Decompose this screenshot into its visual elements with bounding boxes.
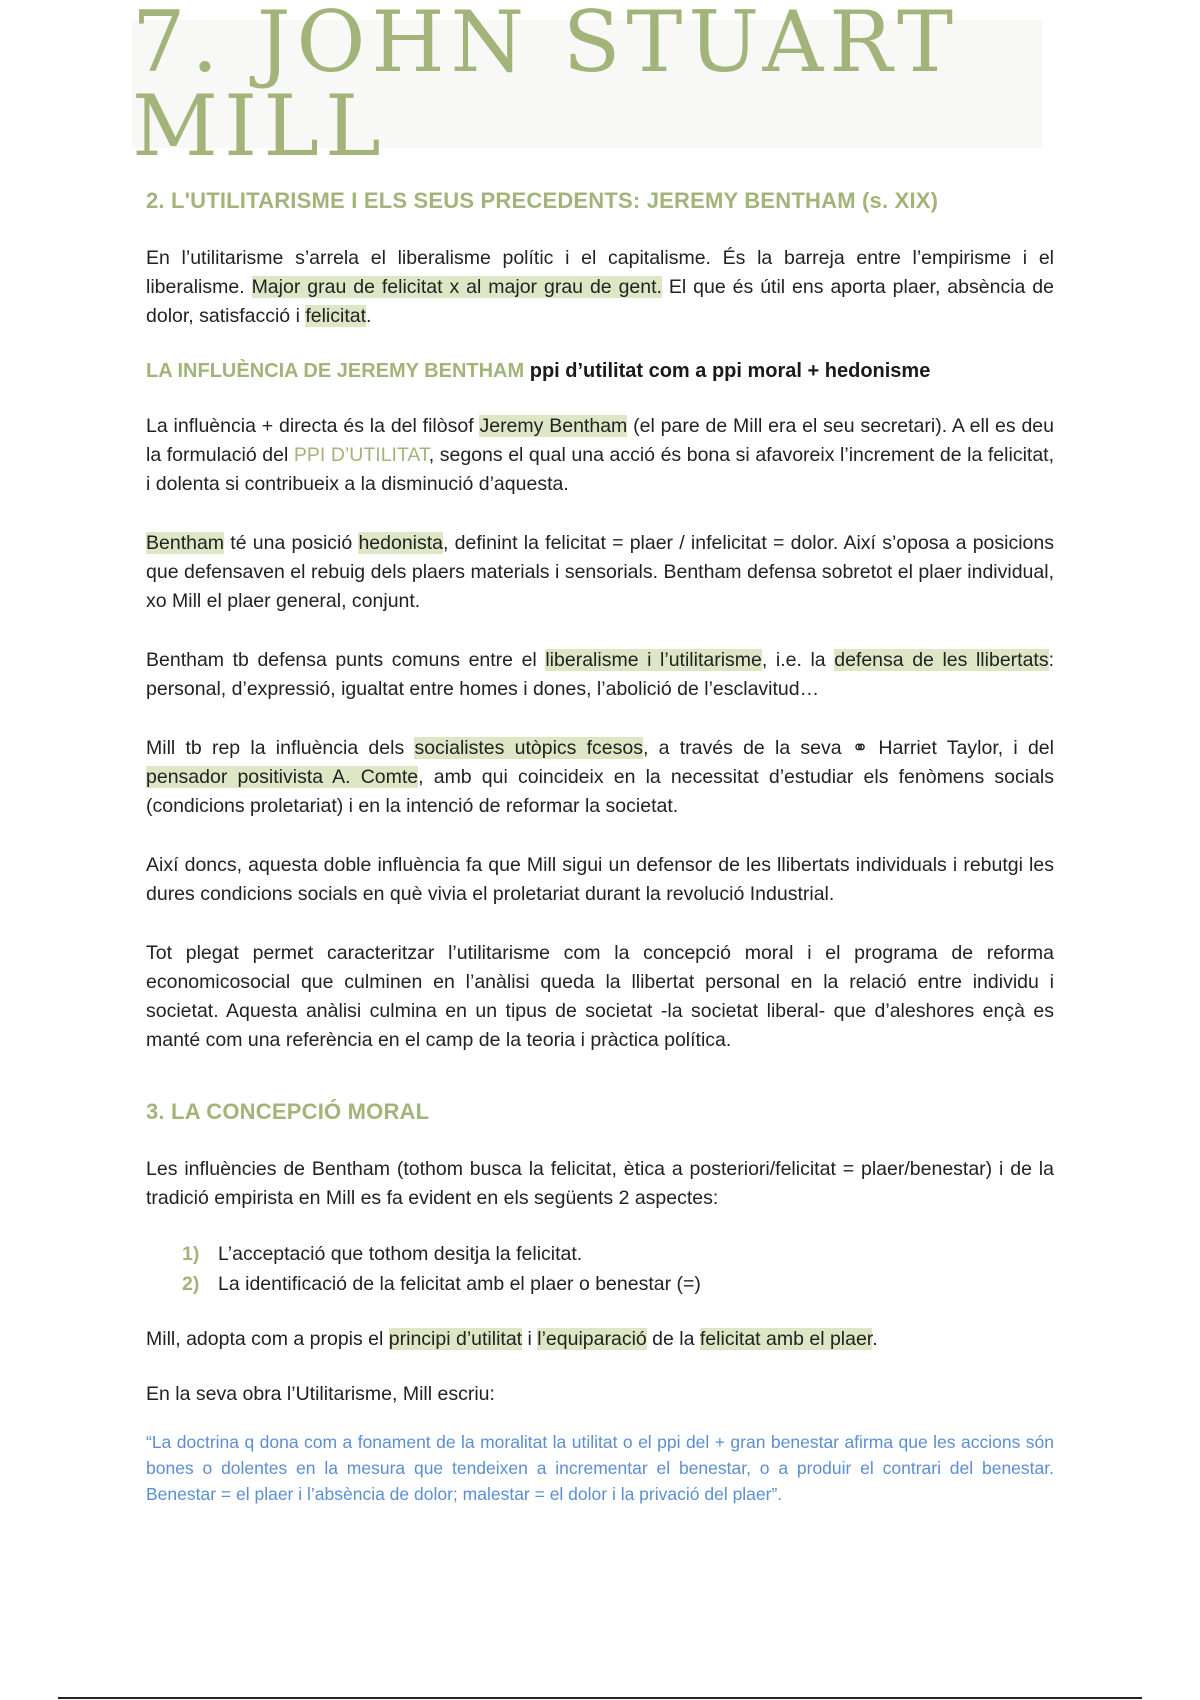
aspects-list (146, 1239, 1054, 1299)
bentham-subheading: LA INFLUÈNCIA DE JEREMY BENTHAM ppi d’utilitat com a ppi moral + hedonisme (146, 360, 931, 382)
section-2-paragraph-2: La influència + directa és la del filòsof Jeremy Bentham (el pare de Mill era el seu secretari). A ell es deu la formulació del PPI D’UTILITAT, segons el qual una acció és bona si afavoreix l’increment de la felicitat, i dolenta si contribueix a la disminució d’aquesta. (146, 415, 1055, 495)
section-2-paragraph-4: Bentham tb defensa punts comuns entre el liberalisme i l’utilitarisme, i.e. la defensa de les llibertats: personal, d’expressió, igualtat entre homes i dones, l’abolició de l’esclavitud… (146, 649, 1055, 700)
highlight: Jeremy Bentham (479, 415, 628, 437)
highlight: Bentham (146, 532, 225, 554)
section-2-paragraph-7: Tot plegat permet caracteritzar l’utilitarisme com la concepció moral i el programa de reforma economicosocial que culminen en l’anàlisi queda la llibertat personal en la relació entre individu i societat. Aquesta anàlisi culmina en un tipus de societat -la societat liberal- que d’aleshores ençà es manté com una referència en el camp de la teoria i pràctica política. (146, 942, 1054, 1051)
highlight: hedonista (358, 532, 444, 554)
section-3-paragraph-2: Mill, adopta com a propis el principi d’utilitat i l’equiparació de la felicitat amb el plaer. (146, 1328, 878, 1350)
section-2-paragraph-6: Així doncs, aquesta doble influència fa que Mill sigui un defensor de les llibertats individuals i rebutgi les dures condicions socials en què vivia el proletariat durant la revolució Industrial. (146, 854, 1054, 905)
green-term: PPI D’UTILITAT (293, 444, 429, 466)
section-3-paragraph-3: En la seva obra l’Utilitarisme, Mill escriu: (146, 1383, 495, 1405)
page-title: 7. JOHN STUART MILL (132, 0, 960, 175)
section-2-paragraph-1: En l’utilitarisme s’arrela el liberalisme polític i el capitalisme. És la barreja entre l’empirisme i el liberalisme. Major grau de felicitat x al major grau de gent. El que és útil ens aporta plaer, absència de dolor, satisfacció i felicitat. (146, 247, 1054, 327)
highlight: Major grau de felicitat x al major grau de gent. (251, 276, 662, 298)
highlight: l’equiparació (537, 1328, 647, 1350)
section-2-paragraph-3: Bentham té una posició hedonista, definint la felicitat = plaer / infelicitat = dolor. Així s’oposa a posicions que defensaven el rebuig dels plaers materials i sensorials. Bentham defensa sobretot el plaer individual, xo Mill el plaer general, conjunt. (146, 532, 1054, 612)
title-banner (132, 0, 1042, 175)
list-item: 2) La identificació de la felicitat amb el plaer o benestar (=) (182, 1273, 701, 1295)
section-2-heading: 2. L'UTILITARISME I ELS SEUS PRECEDENTS: JEREMY BENTHAM (s. XIX) (146, 188, 939, 213)
highlight: felicitat (305, 305, 367, 327)
section-2-paragraph-5: Mill tb rep la influència dels socialistes utòpics fcesos, a través de la seva ⚭ Harriet Taylor, i del pensador positivista A. Comte, amb qui coincideix en la necessitat d’estudiar els fenòmens socials (condicions proletariat) i en la intenció de reformar la societat. (146, 737, 1055, 817)
section-3-paragraph-1: Les influències de Bentham (tothom busca la felicitat, ètica a posteriori/felicitat = plaer/benestar) i de la tradició empirista en Mill es fa evident en els següents 2 aspectes: (146, 1158, 1054, 1209)
page-divider (58, 1697, 1142, 1699)
section-3-heading: 3. LA CONCEPCIÓ MORAL (146, 1099, 430, 1124)
highlight: defensa de les llibertats (834, 649, 1049, 671)
list-item: 1) L’acceptació que tothom desitja la felicitat. (182, 1243, 583, 1265)
highlight: principi d’utilitat (388, 1328, 523, 1350)
mill-quote: “La doctrina q dona com a fonament de la moralitat la utilitat o el ppi del + gran benestar afirma que les accions són bones o dolentes en la mesura que tendeixen a incrementar el benestar, o a produir el contrari del benestar. Benestar = el plaer i l’absència de dolor; malestar = el dolor i la privació del plaer”. (146, 1432, 1054, 1504)
highlight: liberalisme i l’utilitarisme (545, 649, 762, 671)
highlight: socialistes utòpics fcesos (414, 737, 643, 759)
highlight: pensador positivista A. Comte (146, 766, 419, 788)
document-body (146, 188, 1054, 1507)
highlight: felicitat amb el plaer (699, 1328, 873, 1350)
